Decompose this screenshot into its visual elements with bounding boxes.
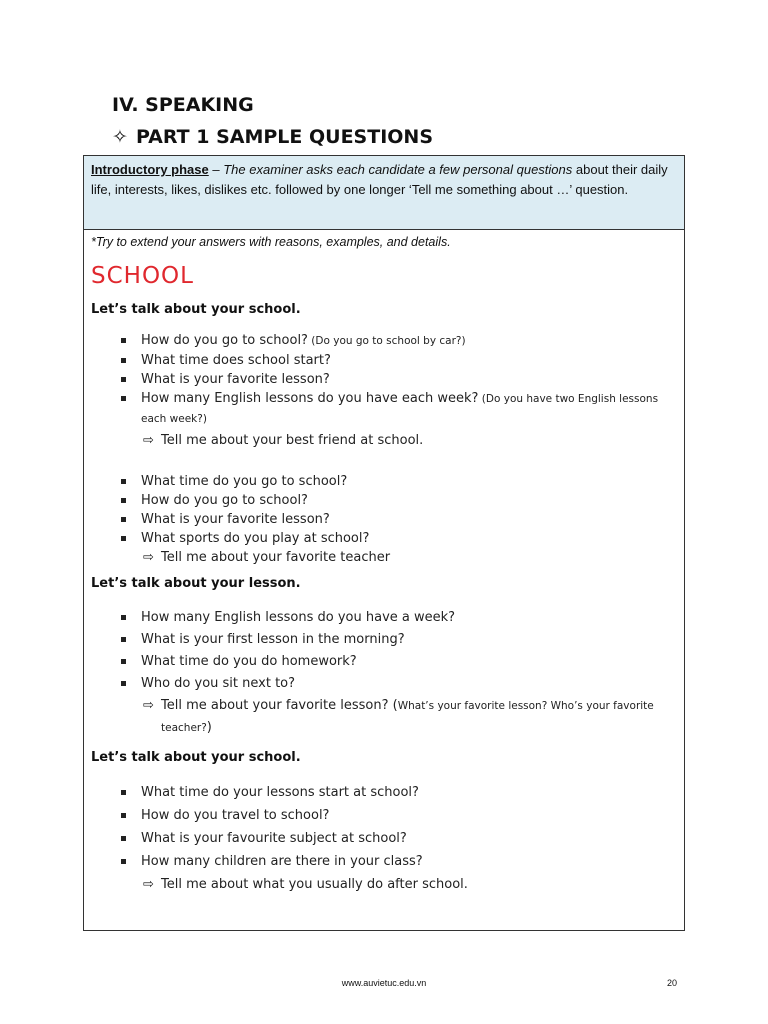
list-item: What is your favourite subject at school? [121, 827, 677, 850]
intro-italic-text: The examiner asks each candidate a few personal questions [223, 162, 573, 177]
list-item: How many English lessons do you have a week? [121, 607, 677, 629]
diamond-icon: ✧ [112, 126, 128, 148]
tip-text: *Try to extend your answers with reasons, examples, and details. [91, 235, 451, 249]
topic-title: SCHOOL [91, 263, 194, 289]
follow-up-question: ⇨ Tell me about your favorite teacher [143, 550, 391, 565]
bullet-icon [121, 377, 126, 382]
bullet-icon [121, 813, 126, 818]
list-item: What is your favorite lesson? [121, 370, 677, 389]
page-number: 20 [667, 978, 678, 988]
bullet-icon [121, 536, 126, 541]
intro-rest-text: about their daily life, interests, likes, dislikes etc. followed by one longer ‘Tell me something about …’ question. [91, 162, 668, 197]
arrow-right-icon: ⇨ [143, 698, 154, 713]
part-heading [112, 126, 433, 148]
follow-up-question: ⇨ Tell me about your best friend at school. [143, 433, 424, 448]
question-list [91, 331, 677, 429]
section-heading: IV. SPEAKING [112, 94, 254, 116]
question-list [91, 781, 677, 873]
arrow-right-icon: ⇨ [143, 433, 154, 448]
group-subheading: Let’s talk about your school. [91, 302, 301, 317]
bullet-icon [121, 338, 126, 343]
list-item: What sports do you play at school? [121, 529, 677, 548]
group-subheading: Let’s talk about your lesson. [91, 576, 301, 591]
bullet-icon [121, 517, 126, 522]
follow-up-question: ⇨ Tell me about your favorite lesson? (What’s your favorite lesson? Who’s your favorite teacher?) [91, 695, 677, 739]
bullet-icon [121, 358, 126, 363]
list-item: How many English lessons do you have each week? (Do you have two English lessons each week?) [121, 389, 677, 429]
questions-body [84, 233, 684, 896]
bullet-icon [121, 681, 126, 686]
bullet-icon [121, 615, 126, 620]
list-item: What time do you go to school? [121, 472, 677, 491]
bullet-icon [121, 479, 126, 484]
bullet-icon [121, 659, 126, 664]
group-subheading: Let’s talk about your school. [91, 750, 301, 765]
list-item: What time do you do homework? [121, 651, 677, 673]
list-item: How do you travel to school? [121, 804, 677, 827]
question-list [91, 607, 677, 695]
follow-up-question: ⇨ Tell me about what you usually do after school. [91, 873, 677, 896]
bullet-icon [121, 396, 126, 401]
footer-url[interactable]: www.auvietuc.edu.vn [341, 978, 427, 988]
list-item: Who do you sit next to? [121, 673, 677, 695]
question-list [91, 472, 677, 548]
list-item: How do you go to school? [121, 491, 677, 510]
list-item: How do you go to school? (Do you go to school by car?) [121, 331, 677, 351]
arrow-right-icon: ⇨ [143, 550, 154, 565]
list-item: How many children are there in your class? [121, 850, 677, 873]
bullet-icon [121, 836, 126, 841]
list-item: What time does school start? [121, 351, 677, 370]
intro-label: Introductory phase [91, 162, 209, 177]
list-item: What time do your lessons start at school? [121, 781, 677, 804]
list-item: What is your favorite lesson? [121, 510, 677, 529]
intro-box [84, 156, 684, 230]
bullet-icon [121, 859, 126, 864]
arrow-right-icon: ⇨ [143, 877, 154, 892]
list-item: What is your first lesson in the morning? [121, 629, 677, 651]
bullet-icon [121, 790, 126, 795]
intro-dash: – [208, 162, 224, 177]
part-heading-text: PART 1 SAMPLE QUESTIONS [136, 126, 434, 148]
questions-frame [83, 155, 685, 931]
bullet-icon [121, 498, 126, 503]
bullet-icon [121, 637, 126, 642]
